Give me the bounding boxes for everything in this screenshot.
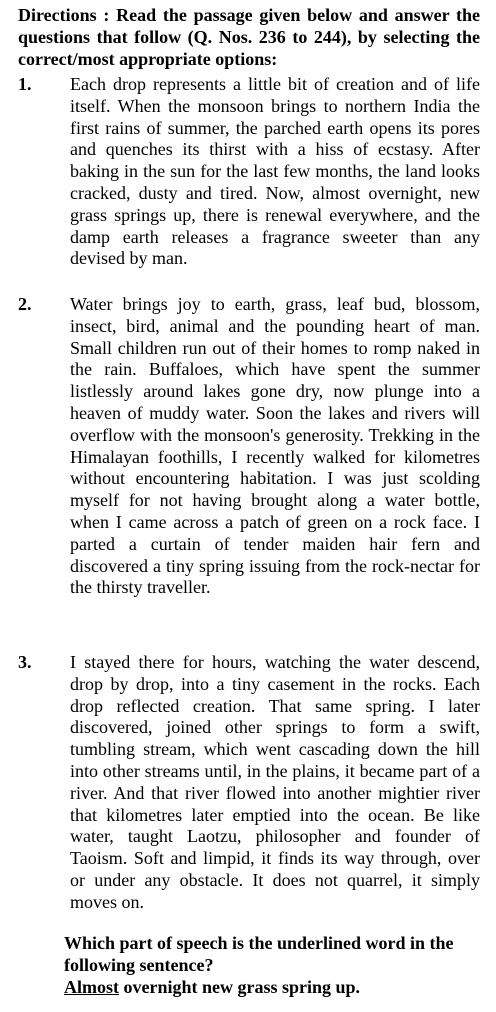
sentence-rest: overnight new grass spring up. <box>119 977 361 997</box>
question-prompt: Which part of speech is the underlined word in the following sentence? <box>64 933 454 975</box>
paragraph-text: I stayed there for hours, watching the water descend, drop by drop, into a tiny casement in the rocks. Each drop reflected creation. That same spring. I later discovered, joined other springs to form a swift, tumbling stream, which went cascading down the hill into other streams until, in the plains, it became part of a river. And that river flowed into another mightier river that kilometres later emptied into the ocean. Be like water, taught Laotzu, philosopher and founder of Taoism. Soft and limpid, it finds its way through, over or under any obstacle. It does not quarrel, it simply moves on. <box>70 652 480 912</box>
paragraph-number: 2. <box>18 294 32 314</box>
directions-text: Directions : Read the passage given below and answer the questions that follow (Q. Nos. 236 to 244), by selecting the correct/most appropriate options: <box>18 5 480 69</box>
paragraph-text: Each drop represents a little bit of creation and of life itself. When the monsoon brings to northern India the first rains of summer, the parched earth opens its pores and quenches its thirst with a hiss of ecstasy. After baking in the sun for the last few months, the land looks cracked, dusty and tired. Now, almost overnight, new grass springs up, there is renewal everywhere, and the damp earth releases a fragrance sweeter than any devised by man. <box>70 74 480 269</box>
underlined-word: Almost <box>64 977 119 997</box>
question-sentence <box>64 976 480 998</box>
paragraph-number: 3. <box>18 652 32 672</box>
paragraph-number: 1. <box>18 74 32 94</box>
paragraph-text: Water brings joy to earth, grass, leaf bud, blossom, insect, bird, animal and the pounding heart of man. Small children run out of their homes to romp naked in the rain. Buffaloes, which have spent the summer listlessly around lakes gone dry, now plunge into a heaven of muddy water. Soon the lakes and rivers will overflow with the monsoon's generosity. Trekking in the Himalayan foothills, I recently walked for kilometres without encountering habitation. I was just scolding myself for not having brought along a water bottle, when I came across a patch of green on a rock face. I parted a curtain of tender maiden hair fern and discovered a tiny spring issuing from the rock-nectar for the thirsty traveller. <box>70 294 480 598</box>
